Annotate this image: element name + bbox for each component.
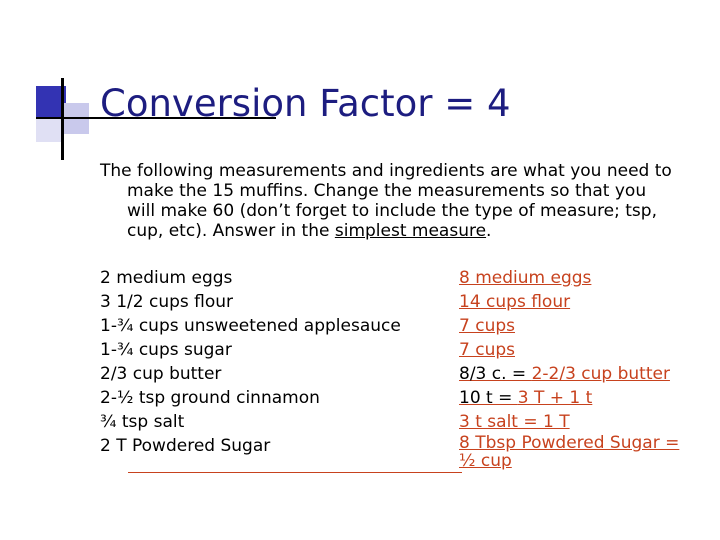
intro-paragraph [100, 161, 712, 241]
answer-item [459, 362, 679, 386]
title-ornament-square [36, 118, 62, 142]
answer-work: 10 t = [459, 388, 518, 408]
intro-text: cup, etc). Answer in the [127, 221, 335, 241]
answer-list [459, 266, 679, 470]
answer-item: 8 medium eggs [459, 268, 592, 288]
ingredient-item: 2 T Powdered Sugar [100, 436, 271, 456]
intro-line: The following measurements and ingredients are what you need to [100, 161, 672, 181]
simplest-measure-emphasis: simplest measure [334, 221, 487, 241]
answer-item: 3 t salt = 1 T [459, 412, 570, 432]
ingredient-item: 2 medium eggs [100, 268, 233, 288]
answer-item: 7 cups [459, 316, 515, 336]
answer-item: 8 Tbsp Powdered Sugar = [459, 433, 680, 453]
answer-result: 2-2/3 cup butter [531, 364, 670, 384]
intro-line: will make 60 (don’t forget to include the type of measure; tsp, [127, 201, 657, 221]
answer-item [459, 386, 679, 410]
ingredient-item: 3 1/2 cups flour [100, 292, 234, 312]
answer-work: 8/3 c. = [459, 364, 532, 384]
answer-blank-line [128, 472, 462, 473]
ingredient-item: 2/3 cup butter [100, 364, 222, 384]
title-ornament-vertical-line [61, 78, 64, 160]
answer-item: 14 cups flour [459, 292, 571, 312]
intro-text: . [486, 221, 492, 241]
intro-line [100, 221, 712, 241]
answer-item: ½ cup [459, 451, 512, 471]
intro-line: make the 15 muffins. Change the measurements so that you [127, 181, 647, 201]
slide-title: Conversion Factor = 4 [100, 82, 511, 125]
answer-result: 3 T + 1 t [517, 388, 593, 408]
ingredient-item: ¾ tsp salt [100, 412, 185, 432]
answer-item: 7 cups [459, 340, 515, 360]
ingredient-item: 1-¾ cups unsweetened applesauce [100, 316, 401, 336]
ingredient-item: 1-¾ cups sugar [100, 340, 232, 360]
ingredient-list [100, 266, 401, 458]
ingredient-item: 2-½ tsp ground cinnamon [100, 388, 320, 408]
